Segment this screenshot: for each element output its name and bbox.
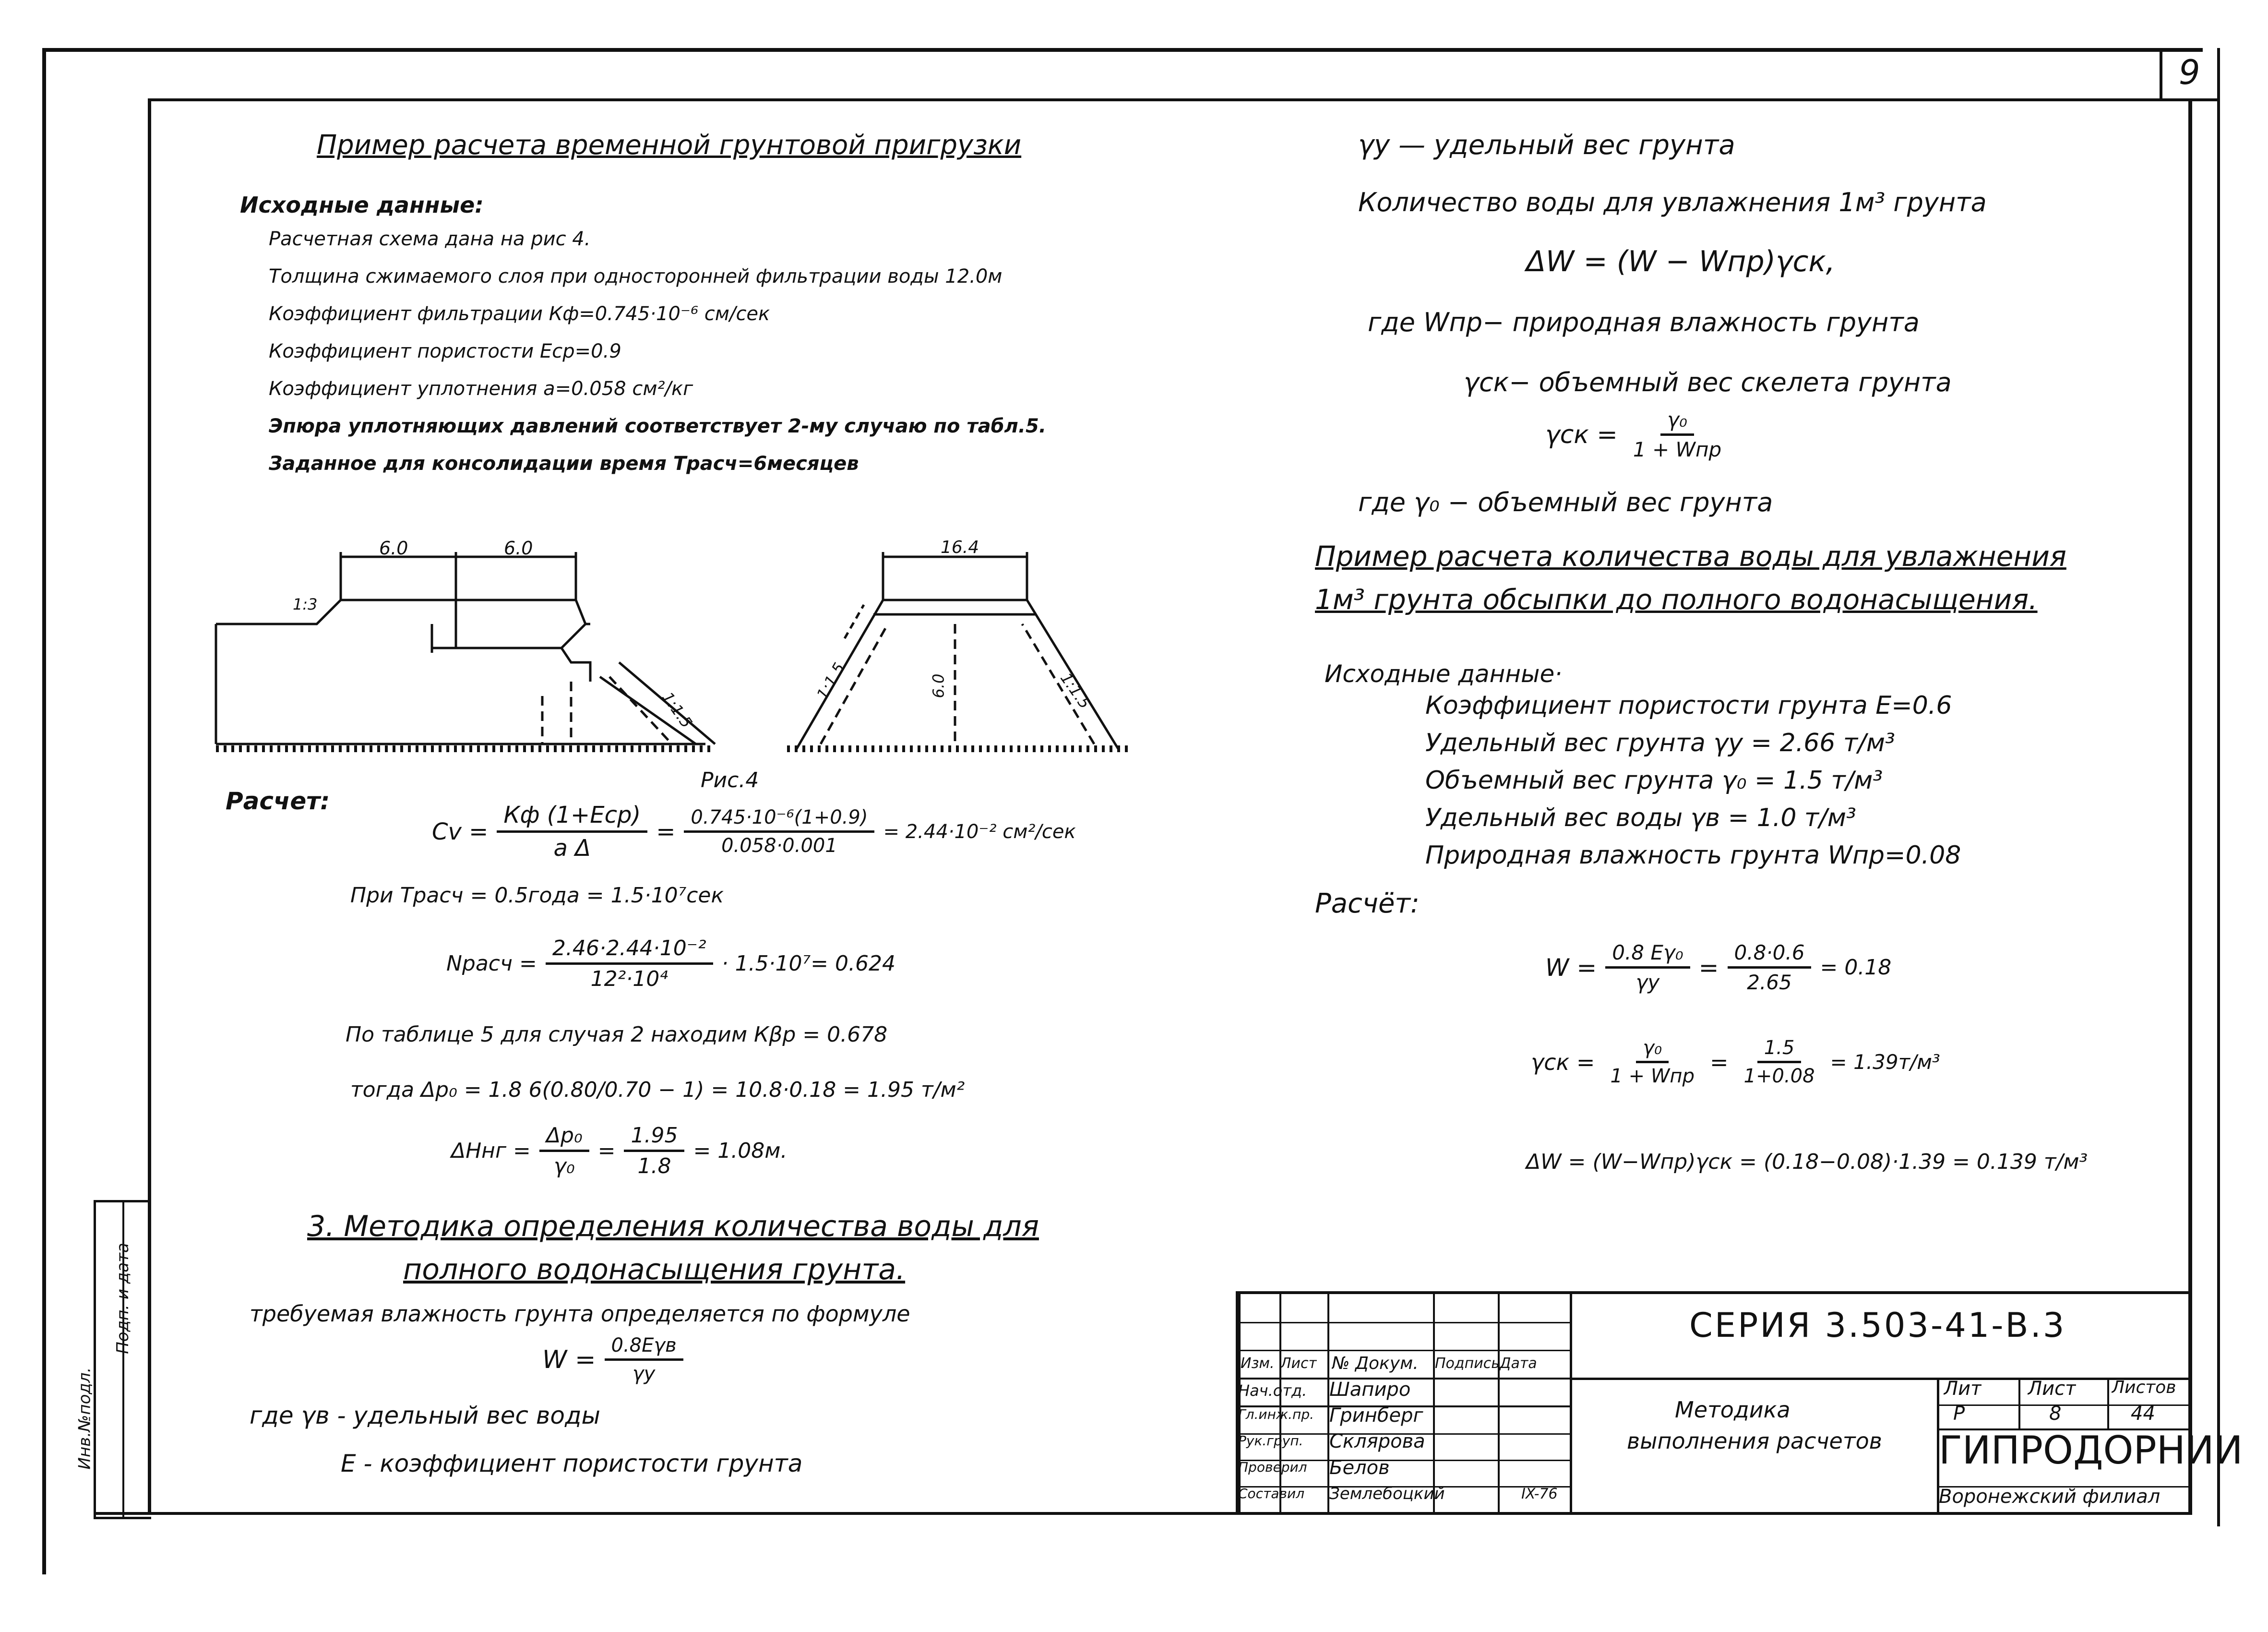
outer-frame-left — [42, 48, 46, 1574]
eq-cv: Cv = $\frac{\text{Кф (1+Eср)}}{\text{a Δ}}$ = $\frac{\text{0.745·10⁻⁶(1+0.9)}}{0.058\cdot 0.001}$ = 2.44·10⁻² см²/сек — [432, 802, 1076, 862]
right-initial-item: Удельный вес воды γв = 1.0 т/м³ — [1425, 804, 1856, 832]
eq-gsk-den: 1 + Wпр — [1633, 438, 1722, 461]
right-initial-item: Коэффициент пористости грунта E=0.6 — [1425, 691, 1952, 720]
eq-w-req-den: γу — [632, 1363, 656, 1385]
eq-w-right-lhs: W = — [1545, 953, 1597, 982]
tb-name: Склярова — [1329, 1430, 1425, 1452]
tb-role: Составил — [1238, 1486, 1305, 1501]
eq-gsk-right-num1: γ₀ — [1636, 1037, 1669, 1063]
eq-cv-den2: 0.058·0.001 — [721, 835, 837, 857]
eq-n-den: 12²·10⁴ — [590, 967, 668, 991]
tb-val-lit: Р — [1953, 1403, 1965, 1425]
fig-dim-left: 6.0 — [379, 538, 408, 559]
section3-line1: 3. Методика определения количества воды для — [307, 1210, 1039, 1243]
right-calc-heading: Расчёт: — [1315, 888, 1420, 919]
tb-col-lit: Лит — [1944, 1378, 1982, 1400]
page-number: 9 — [2179, 53, 2200, 92]
left-initial-list — [269, 228, 1046, 490]
gsk-def: γск− объемный вес скелета грунта — [1464, 367, 1952, 397]
eq-dh-den1: γ₀ — [553, 1154, 575, 1178]
left-initial-item: Коэффициент уплотнения a=0.058 см²/кг — [269, 378, 693, 400]
fig-dim-right: 6.0 — [504, 538, 533, 559]
tb-hdr-list: Лист — [1280, 1355, 1317, 1372]
eq-cv-num1: Кф (1+Eср) — [497, 802, 647, 833]
right-initial-heading: Исходные данные· — [1325, 660, 1563, 688]
eq-n-res: · 1.5·10⁷= 0.624 — [721, 951, 896, 976]
tb-role: Гл.инж.пр. — [1238, 1406, 1314, 1422]
eq-dh-res: = 1.08м. — [693, 1139, 788, 1163]
eq-dh: ΔHнг = $\frac{\text{Δp₀}}{\text{γ₀}}$ = $\frac{1.95}{1.8}$ = 1.08м. — [451, 1123, 788, 1178]
tb-hdr-izm: Изм. — [1241, 1355, 1275, 1372]
section3-line2: полного водонасыщения грунта. — [403, 1253, 906, 1286]
fig-slope-left: 1:3 — [293, 595, 318, 613]
example-line2: 1м³ грунта обсыпки до полного водонасыщения. — [1315, 583, 2038, 616]
side-stamp-sign: Подп. и дата — [113, 1243, 132, 1354]
eq-gsk-num: γ₀ — [1660, 408, 1694, 436]
eq-dh-lhs: ΔHнг = — [451, 1139, 531, 1163]
left-initial-item: Расчетная схема дана на рис 4. — [269, 228, 591, 250]
tb-hdr-date: Дата — [1500, 1355, 1537, 1372]
tb-name: Землебоцкий — [1329, 1484, 1445, 1503]
eq-w-right-den1: γу — [1635, 971, 1660, 994]
req-text: требуемая влажность грунта определяется по формуле — [250, 1301, 910, 1327]
doc-title-line2: выполнения расчетов — [1627, 1428, 1882, 1454]
eq-w-req-lhs: W = — [542, 1345, 596, 1374]
inner-frame-top — [149, 98, 2212, 101]
eq-n-num: 2.46·2.44·10⁻² — [546, 936, 713, 965]
left-calc-heading: Расчет: — [226, 787, 330, 815]
right-initial-item: Объемный вес грунта γ₀ = 1.5 т/м³ — [1425, 766, 1883, 795]
where-wpr: где Wпр− природная влажность грунта — [1368, 307, 1920, 337]
tb-col-sheets: Листов — [2112, 1378, 2176, 1397]
tb-val-sheets: 44 — [2131, 1403, 2155, 1425]
eq-t: При Tрасч = 0.5года = 1.5·10⁷сек — [350, 883, 724, 908]
fig-slope-right: 1:1.5 — [658, 688, 696, 732]
eq-w-right: W = $\frac{\text{0.8 Eγ₀}}{\gamma у}$ = $\frac{0.8\cdot 0.6}{2.65}$ = 0.18 — [1545, 941, 1892, 994]
eq-dp: тогда Δp₀ = 1.8 6(0.80/0.70 − 1) = 10.8·0.18 = 1.95 т/м² — [350, 1078, 965, 1102]
tb-role: Рук.груп. — [1238, 1433, 1303, 1449]
eq-w-right-num2: 0.8·0.6 — [1728, 941, 1812, 969]
eq-cv-den1: a Δ — [553, 835, 591, 862]
left-title: Пример расчета временной грунтовой пригрузки — [317, 130, 1022, 161]
left-initial-item: Коэффициент фильтрации Кф=0.745·10⁻⁶ см/сек — [269, 303, 770, 325]
series-label: СЕРИЯ 3.503-41-В.3 — [1689, 1306, 2066, 1345]
outer-frame-top — [43, 48, 2203, 52]
fig-height: 6.0 — [929, 673, 948, 698]
eq-n — [446, 936, 895, 991]
gy-def: γу — удельный вес грунта — [1358, 130, 1735, 161]
tb-role: Нач.отд. — [1238, 1381, 1307, 1400]
where-gv: где γв - удельный вес воды — [250, 1402, 601, 1429]
eq-gsk-right-num2: 1.5 — [1757, 1037, 1802, 1063]
tb-name: Белов — [1329, 1457, 1390, 1479]
eq-gsk — [1545, 408, 1737, 461]
left-initial-item: Заданное для консолидации время Tрасч=6месяцев — [269, 453, 859, 475]
org-branch: Воронежский филиал — [1939, 1486, 2161, 1508]
eq-gsk-right-lhs: γск = — [1531, 1049, 1595, 1075]
eq-dw-final: ΔW = (W−Wпр)γск = (0.18−0.08)·1.39 = 0.139 т/м³ — [1526, 1150, 2088, 1174]
fig-slope-mound-right: 1:1.5 — [1056, 669, 1095, 712]
eq-cv-lhs: Cv = — [432, 818, 489, 845]
left-initial-item: Коэффициент пористости Eср=0.9 — [269, 340, 621, 362]
where-e: E - коэффициент пористости грунта — [341, 1450, 803, 1477]
eq-gsk-right-den1: 1 + Wпр — [1610, 1065, 1695, 1087]
eq-cv-res: = 2.44·10⁻² см²/сек — [883, 820, 1076, 843]
eq-gsk-right: γск = $\frac{\text{γ₀}}{\text{1 + Wпр}}$ = $\frac{1.5}{1+0.08}$ = 1.39т/м³ — [1531, 1037, 1940, 1087]
eq-gsk-right-den2: 1+0.08 — [1743, 1065, 1815, 1087]
where-g0: где γ₀ − объемный вес грунта — [1358, 487, 1773, 517]
fig-slope-mound-left: 1:1.5 — [813, 659, 848, 703]
eq-dw: ΔW = (W − Wпр)γск, — [1526, 245, 1835, 278]
cross-section-figure — [206, 538, 1137, 787]
tb-val-sheet: 8 — [2049, 1403, 2062, 1425]
eq-w-req-num: 0.8Eγв — [605, 1334, 683, 1361]
tb-hdr-doc: № Докум. — [1332, 1354, 1419, 1373]
eq-gsk-lhs: γск = — [1545, 420, 1618, 449]
left-initial-item: Толщина сжимаемого слоя при односторонней фильтрации воды 12.0м — [269, 265, 1003, 288]
doc-title-line1: Методика — [1675, 1397, 1791, 1423]
fig-dim-mound: 16.4 — [941, 538, 979, 557]
fig-caption: Рис.4 — [701, 768, 759, 792]
side-stamp-inv: Инв.№подл. — [75, 1367, 95, 1470]
eq-w-req — [542, 1334, 692, 1385]
eq-w-right-res: = 0.18 — [1820, 955, 1892, 980]
side-stamp — [75, 1200, 151, 1519]
right-initial-item: Удельный вес грунта γу = 2.66 т/м³ — [1425, 729, 1895, 757]
tb-name: Гринберг — [1329, 1404, 1423, 1427]
example-line1: Пример расчета количества воды для увлажнения — [1315, 540, 2066, 573]
eq-w-right-den2: 2.65 — [1747, 971, 1792, 994]
eq-w-right-num1: 0.8 Eγ₀ — [1605, 941, 1690, 969]
right-initial-item: Природная влажность грунта Wпр=0.08 — [1425, 841, 1961, 870]
eq-dh-num2: 1.95 — [624, 1123, 684, 1152]
eq-gsk-right-res: = 1.39т/м³ — [1830, 1050, 1940, 1074]
qty-line: Количество воды для увлажнения 1м³ грунта — [1358, 187, 1987, 217]
tb-role: Проверил — [1238, 1459, 1307, 1475]
tb-col-sheet: Лист — [2028, 1378, 2077, 1400]
eq-dh-den2: 1.8 — [637, 1154, 671, 1178]
left-initial-heading: Исходные данные: — [240, 192, 484, 218]
eq-n-lhs: Nрасч = — [446, 951, 537, 976]
tb-hdr-sign: Подпись — [1435, 1355, 1500, 1372]
org-name: ГИПРОДОРНИИ — [1939, 1428, 2243, 1473]
tb-date: IX-76 — [1521, 1486, 1558, 1502]
tb-name: Шапиро — [1329, 1379, 1411, 1401]
right-initial-list — [1425, 691, 1961, 878]
eq-dh-num1: Δp₀ — [539, 1123, 589, 1152]
outer-frame-right — [2217, 48, 2220, 1526]
eq-cv-num2: 0.745·10⁻⁶(1+0.9) — [684, 806, 874, 833]
left-initial-item: Эпюра уплотняющих давлений соответствует 2-му случаю по табл.5. — [269, 415, 1047, 437]
eq-table: По таблице 5 для случая 2 находим Кβp = 0.678 — [346, 1022, 888, 1047]
